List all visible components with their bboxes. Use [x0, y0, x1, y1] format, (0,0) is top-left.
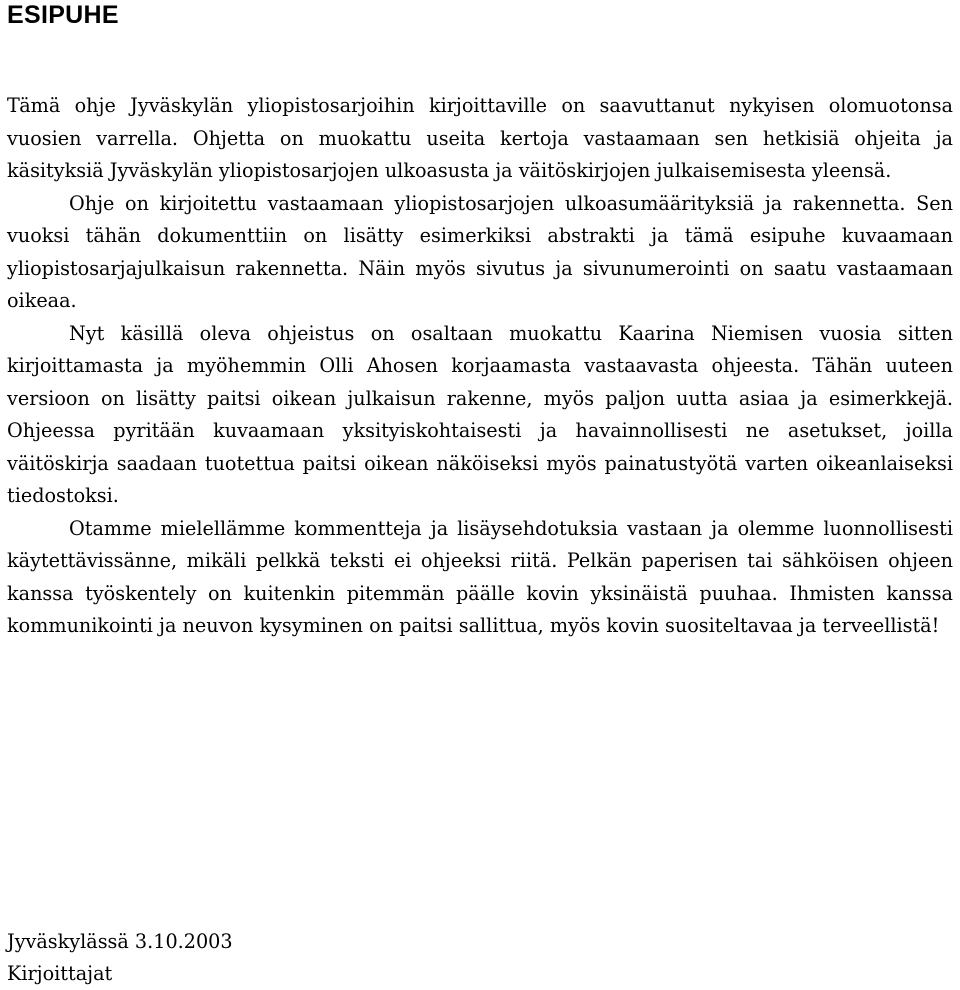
place-date: Jyväskylässä 3.10.2003 — [7, 930, 233, 953]
paragraph-2: Ohje on kirjoitettu vastaamaan yliopistosarjojen ulkoasumäärityksiä ja rakennetta. Sen vuoksi tähän dokumenttiin on lisätty esimerkiksi abstrakti ja tämä esipuhe kuvaamaan yliopistosarjajulkaisun rakennetta. Näin myös sivutus ja sivunumerointi on saatu vastaamaan oikeaa. — [7, 191, 953, 312]
paragraph-4: Otamme mielellämme kommentteja ja lisäysehdotuksia vastaan ja olemme luonnollisesti käytettävissänne, mikäli pelkkä teksti ei ohjeeksi riitä. Pelkän paperisen tai sähköisen ohjeen kanssa työskentely on kuitenkin pitemmän päälle kovin yksinäistä puuhaa. Ihmisten kanssa kommunikointi ja neuvon kysyminen on paitsi sallittua, myös kovin suositeltavaa ja terveellistä! — [7, 516, 953, 637]
signature-block — [7, 926, 233, 990]
page-heading: ESIPUHE — [7, 1, 119, 29]
preface-body — [7, 90, 953, 643]
document-page — [7, 0, 953, 990]
paragraph-1: Tämä ohje Jyväskylän yliopistosarjoihin kirjoittaville on saavuttanut nykyisen olomuotonsa vuosien varrella. Ohjetta on muokattu useita kertoja vastaamaan sen hetkisiä ohjeita ja käsityksiä Jyväskylän yliopistosarjojen ulkoasusta ja väitöskirjojen julkaisemisesta yleensä. — [7, 94, 953, 182]
authors-signature: Kirjoittajat — [7, 962, 113, 985]
paragraph-3: Nyt käsillä oleva ohjeistus on osaltaan muokattu Kaarina Niemisen vuosia sitten kirjoittamasta ja myöhemmin Olli Ahosen korjaamasta vastaavasta ohjeesta. Tähän uuteen versioon on lisätty paitsi oikean julkaisun rakenne, myös paljon uutta asiaa ja esimerkkejä. Ohjeessa pyritään kuvaamaan yksityiskohtaisesti ja havainnollisesti ne asetukset, joilla väitöskirja saadaan tuotettua paitsi oikean näköiseksi myös painatustyötä varten oikeanlaiseksi tiedostoksi. — [7, 321, 953, 507]
